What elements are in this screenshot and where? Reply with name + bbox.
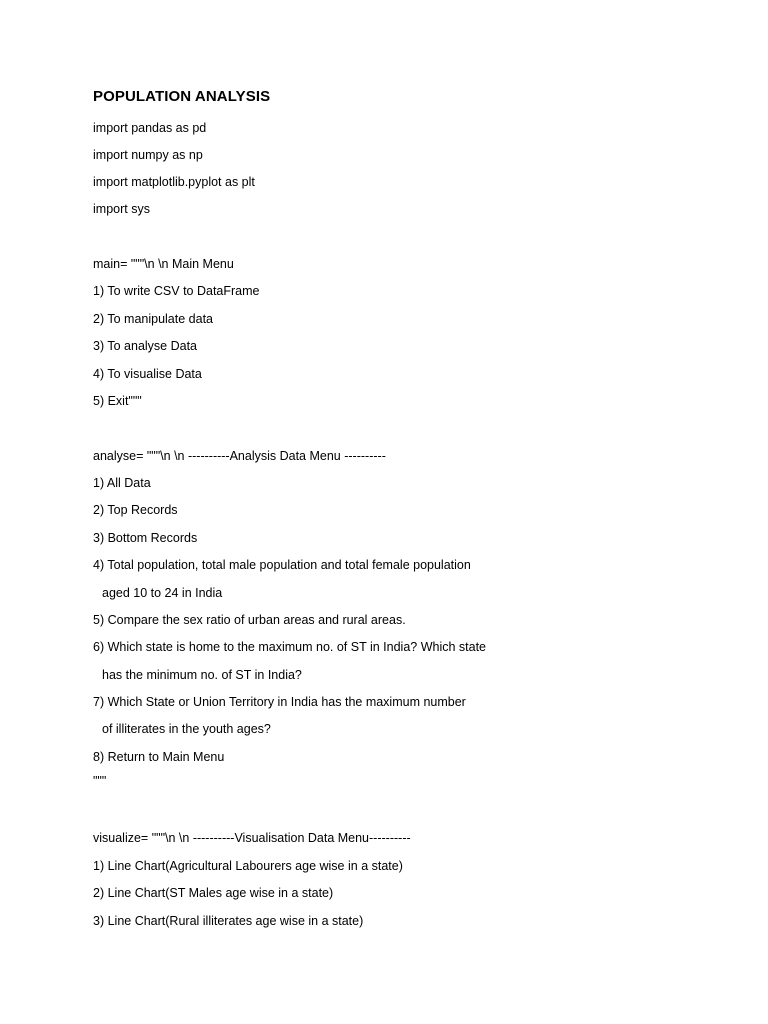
code-line-main-option-1: 1) To write CSV to DataFrame: [93, 284, 260, 298]
code-line-main-option-5: 5) Exit""": [93, 394, 142, 408]
code-line-analyse-option-7-cont: of illiterates in the youth ages?: [102, 722, 271, 736]
code-line-analyse-option-4: 4) Total population, total male population and total female population: [93, 558, 471, 572]
code-line-analyse-close: """: [93, 774, 107, 788]
code-line-main-menu: main= """\n \n Main Menu: [93, 257, 234, 271]
code-line-import-matplotlib: import matplotlib.pyplot as plt: [93, 175, 255, 189]
code-line-main-option-4: 4) To visualise Data: [93, 367, 202, 381]
code-line-analyse-option-2: 2) Top Records: [93, 503, 178, 517]
code-line-analyse-option-3: 3) Bottom Records: [93, 531, 198, 545]
code-line-import-sys: import sys: [93, 202, 150, 216]
code-line-import-numpy: import numpy as np: [93, 148, 203, 162]
code-line-analyse-option-6-cont: has the minimum no. of ST in India?: [102, 668, 302, 682]
code-line-analyse-menu: analyse= """\n \n ----------Analysis Data Menu ----------: [93, 449, 386, 463]
code-line-analyse-option-5: 5) Compare the sex ratio of urban areas and rural areas.: [93, 613, 406, 627]
code-line-analyse-option-4-cont: aged 10 to 24 in India: [102, 586, 223, 600]
code-line-visualize-option-3: 3) Line Chart(Rural illiterates age wise in a state): [93, 914, 364, 928]
code-line-visualize-option-2: 2) Line Chart(ST Males age wise in a state): [93, 886, 334, 900]
code-line-main-option-2: 2) To manipulate data: [93, 312, 213, 326]
code-line-analyse-option-6: 6) Which state is home to the maximum no. of ST in India? Which state: [93, 640, 486, 654]
document-title: POPULATION ANALYSIS: [93, 88, 271, 105]
code-line-visualize-menu: visualize= """\n \n ----------Visualisation Data Menu----------: [93, 831, 411, 845]
code-line-analyse-option-1: 1) All Data: [93, 476, 151, 490]
code-line-main-option-3: 3) To analyse Data: [93, 339, 197, 353]
code-line-analyse-option-8: 8) Return to Main Menu: [93, 750, 225, 764]
code-line-analyse-option-7: 7) Which State or Union Territory in India has the maximum number: [93, 695, 466, 709]
code-line-import-pandas: import pandas as pd: [93, 121, 207, 135]
code-line-visualize-option-1: 1) Line Chart(Agricultural Labourers age wise in a state): [93, 859, 403, 873]
